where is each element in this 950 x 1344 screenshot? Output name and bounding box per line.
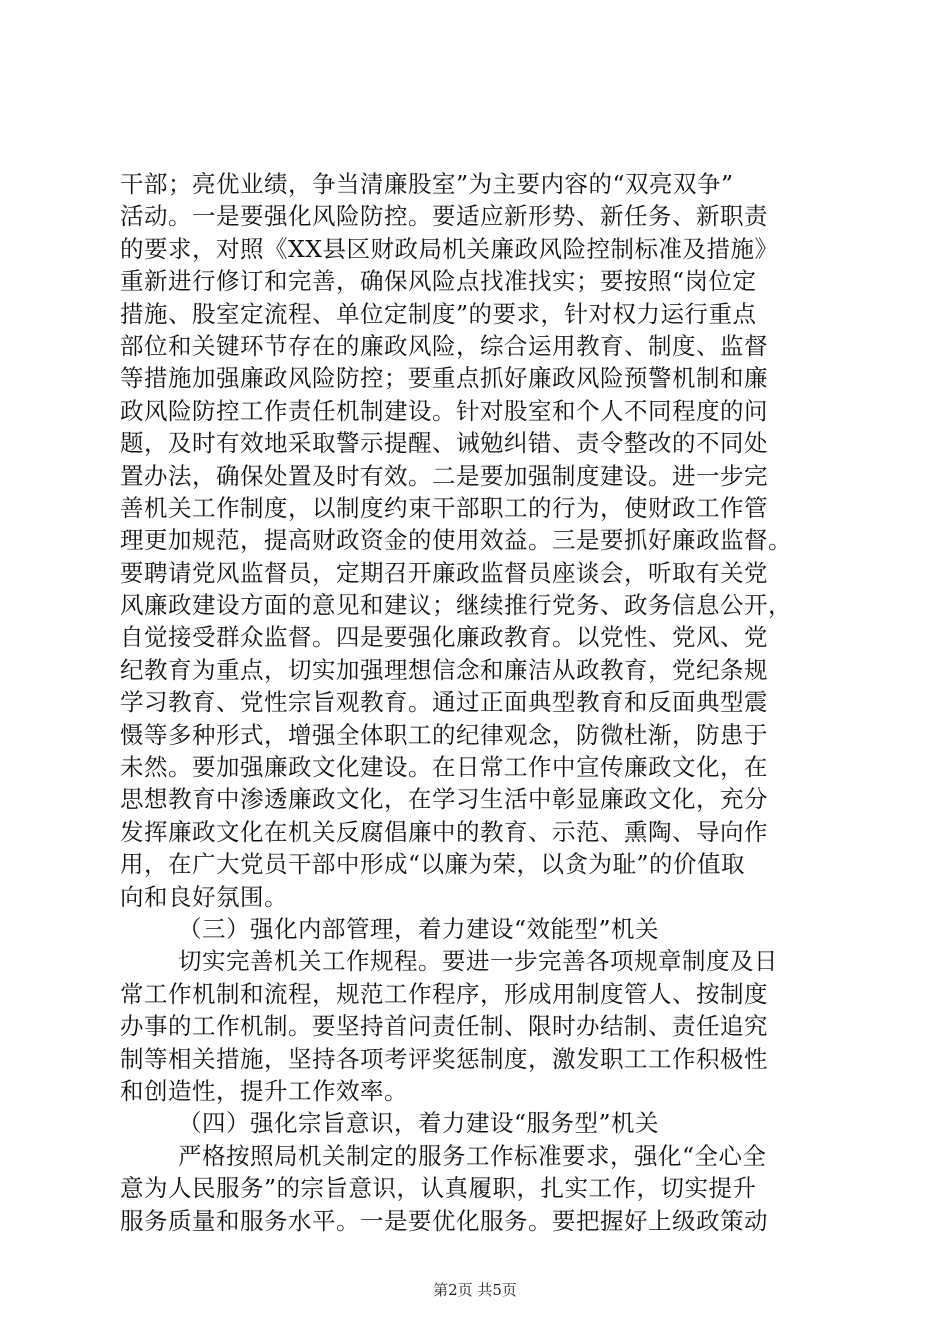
text-line: 严格按照局机关制定的服务工作标准要求，强化“全心全 [178,1141,767,1170]
text-line: 和创造性，提升工作效率。 [120,1076,408,1105]
text-line: 干部；亮优业绩，争当清廉股室”为主要内容的“双亮双争” [120,170,734,198]
text-line: 措施、股室定流程、单位定制度”的要求，针对权力运行重点 [120,299,757,328]
text-line: 部位和关键环节存在的廉政风险，综合运用教育、制度、监督 [120,331,768,360]
text-line: 意为人民服务”的宗旨意识，认真履职，扎实工作，切实提升 [120,1174,757,1203]
text-line: 制等相关措施，坚持各项考评奖惩制度，激发职工工作积极性 [120,1044,768,1073]
text-line: 要聘请党风监督员，定期召开廉政监督员座谈会，听取有关党 [120,558,768,587]
text-line: 的要求，对照《XX县区财政局机关廉政风险控制标准及措施》 [120,234,779,263]
text-line: 善机关工作制度，以制度约束干部职工的行为，使财政工作管 [120,493,768,522]
text-line: 等措施加强廉政风险防控；要重点抓好廉政风险预警机制和廉 [120,364,768,393]
text-line: 置办法，确保处置及时有效。二是要加强制度建设。进一步完 [120,461,768,490]
text-line: 纪教育为重点，切实加强理想信念和廉洁从政教育，党纪条规 [120,655,768,684]
text-line: 重新进行修订和完善，确保风险点找准找实；要按照“岗位定 [120,267,757,296]
text-line: 发挥廉政文化在机关反腐倡廉中的教育、示范、熏陶、导向作 [120,817,768,846]
text-line: 活动。一是要强化风险防控。要适应新形势、新任务、新职责 [120,202,768,231]
text-line: 思想教育中渗透廉政文化，在学习生活中彰显廉政文化，充分 [120,785,768,814]
text-line: 用，在广大党员干部中形成“以廉为荣，以贪为耻”的价值取 [120,850,746,879]
text-line: 政风险防控工作责任机制建设。针对股室和个人不同程度的问 [120,396,768,425]
text-line: 服务质量和服务水平。一是要优化服务。要把握好上级政策动 [120,1206,768,1235]
text-line: 未然。要加强廉政文化建设。在日常工作中宣传廉政文化，在 [120,753,768,782]
text-line: 切实完善机关工作规程。要进一步完善各项规章制度及日 [178,947,778,976]
section-heading: （三）强化内部管理，着力建设“效能型”机关 [178,914,660,943]
text-line: 向和良好氛围。 [120,882,288,911]
text-line: 慑等多种形式，增强全体职工的纪律观念，防微杜渐，防患于 [120,720,768,749]
text-line: 常工作机制和流程，规范工作程序，形成用制度管人、按制度 [120,979,768,1008]
text-line: 自觉接受群众监督。四是要强化廉政教育。以党性、党风、党 [120,623,768,652]
text-line: 风廉政建设方面的意见和建议；继续推行党务、政务信息公开， [120,591,792,620]
section-heading: （四）强化宗旨意识，着力建设“服务型”机关 [178,1109,660,1138]
text-line: 题，及时有效地采取警示提醒、诫勉纠错、责令整改的不同处 [120,429,768,458]
body-text [120,168,840,1237]
text-line: 学习教育、党性宗旨观教育。通过正面典型教育和反面典型震 [120,688,768,717]
text-line: 办事的工作机制。要坚持首问责任制、限时办结制、责任追究 [120,1012,768,1041]
text-line: 理更加规范，提高财政资金的使用效益。三是要抓好廉政监督。 [120,526,792,555]
page-footer: 第2页 共5页 [433,1281,517,1299]
